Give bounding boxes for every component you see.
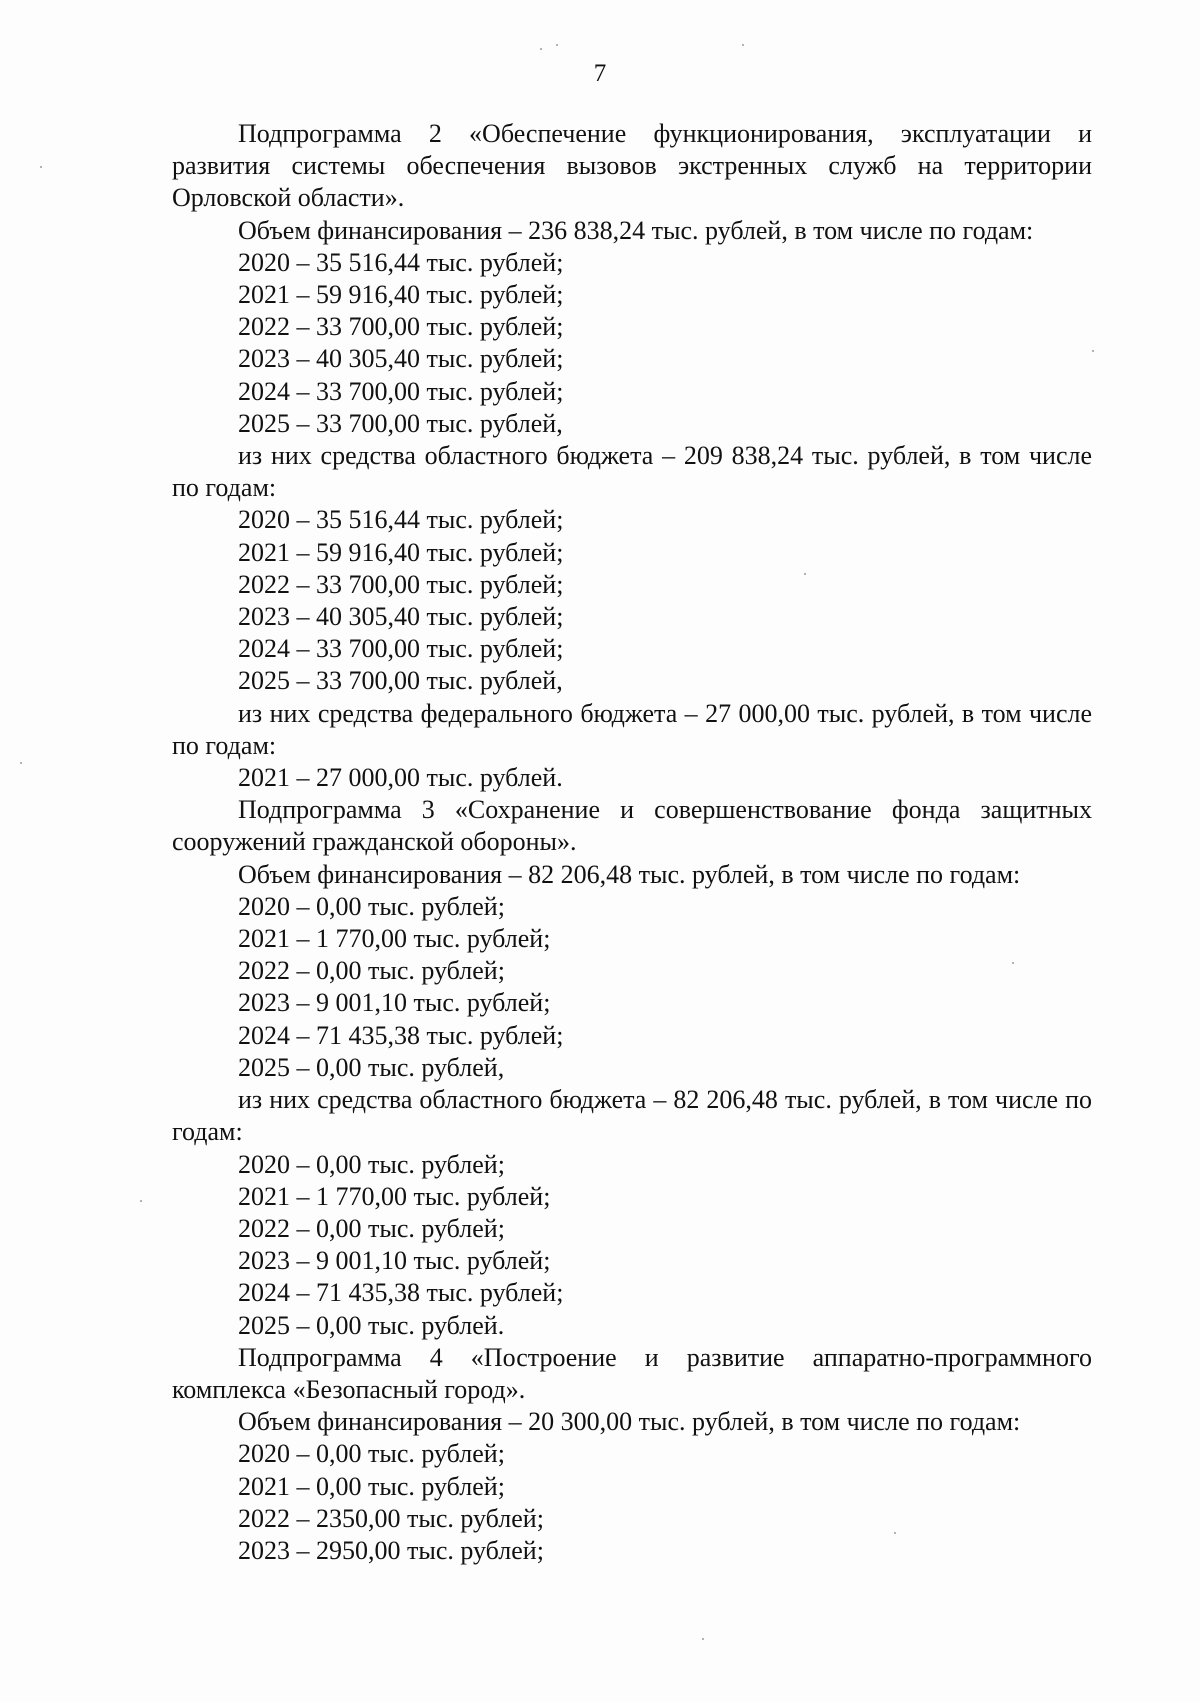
year-line: 2024 – 71 435,38 тыс. рублей; (238, 1278, 564, 1308)
subprogram-2-title: Подпрограмма 2 «Обеспечение функционирования, эксплуатации и развития системы обеспечения вызовов экстренных служб на территории Орловской области». (172, 119, 1092, 213)
subprogram-4-title: Подпрограмма 4 «Построение и развитие аппаратно-программного комплекса «Безопасный город». (172, 1342, 1092, 1404)
funding-total-line: Объем финансирования – 82 206,48 тыс. рублей, в том числе по годам: (238, 859, 1021, 889)
year-line: 2024 – 33 700,00 тыс. рублей; (238, 376, 564, 406)
federal-budget-paragraph: из них средства федерального бюджета – 27 000,00 тыс. рублей, в том числе по годам: (172, 698, 1092, 760)
year-line: 2025 – 33 700,00 тыс. рублей, (238, 666, 563, 696)
year-line: 2023 – 40 305,40 тыс. рублей; (238, 344, 564, 374)
year-line: 2021 – 27 000,00 тыс. рублей. (238, 763, 563, 793)
funding-total-line: Объем финансирования – 20 300,00 тыс. рублей, в том числе по годам: (238, 1407, 1021, 1437)
year-line: 2021 – 1 770,00 тыс. рублей; (238, 1181, 551, 1211)
regional-budget-paragraph: из них средства областного бюджета – 209 838,24 тыс. рублей, в том числе по годам: (172, 441, 1092, 503)
scan-speck (894, 1532, 896, 1534)
subprogram-3-title: Подпрограмма 3 «Сохранение и совершенствование фонда защитных сооружений гражданской обороны». (172, 795, 1092, 857)
year-line: 2025 – 0,00 тыс. рублей, (238, 1052, 505, 1082)
year-line: 2020 – 35 516,44 тыс. рублей; (238, 247, 564, 277)
year-line: 2024 – 33 700,00 тыс. рублей; (238, 634, 564, 664)
year-line: 2020 – 0,00 тыс. рублей; (238, 1439, 505, 1469)
scan-speck (556, 44, 558, 46)
year-line: 2021 – 0,00 тыс. рублей; (238, 1471, 505, 1501)
year-line: 2022 – 33 700,00 тыс. рублей; (238, 312, 564, 342)
scan-speck (540, 48, 542, 50)
funding-total-line: Объем финансирования – 236 838,24 тыс. рублей, в том числе по годам: (238, 215, 1034, 245)
year-line: 2020 – 35 516,44 тыс. рублей; (238, 505, 564, 535)
year-line: 2021 – 1 770,00 тыс. рублей; (238, 924, 551, 954)
year-line: 2022 – 33 700,00 тыс. рублей; (238, 569, 564, 599)
year-line: 2023 – 9 001,10 тыс. рублей; (238, 988, 551, 1018)
year-line: 2020 – 0,00 тыс. рублей; (238, 1149, 505, 1179)
page-number: 7 (593, 60, 607, 87)
year-line: 2022 – 0,00 тыс. рублей; (238, 956, 505, 986)
scan-speck (1012, 962, 1014, 964)
year-line: 2023 – 2950,00 тыс. рублей; (238, 1535, 544, 1565)
scan-speck (804, 573, 806, 575)
year-line: 2022 – 2350,00 тыс. рублей; (238, 1503, 544, 1533)
scan-speck (140, 1200, 142, 1202)
year-line: 2021 – 59 916,40 тыс. рублей; (238, 537, 564, 567)
scan-speck (742, 44, 744, 46)
year-line: 2025 – 0,00 тыс. рублей. (238, 1310, 505, 1340)
year-line: 2023 – 40 305,40 тыс. рублей; (238, 602, 564, 632)
year-line: 2020 – 0,00 тыс. рублей; (238, 891, 505, 921)
year-line: 2024 – 71 435,38 тыс. рублей; (238, 1020, 564, 1050)
scan-speck (20, 762, 22, 764)
scan-speck (702, 1638, 704, 1640)
regional-budget-paragraph: из них средства областного бюджета – 82 206,48 тыс. рублей, в том числе по годам: (172, 1085, 1092, 1147)
year-line: 2022 – 0,00 тыс. рублей; (238, 1213, 505, 1243)
document-body (172, 118, 1092, 1567)
year-line: 2023 – 9 001,10 тыс. рублей; (238, 1246, 551, 1276)
scan-speck (1092, 350, 1094, 352)
year-line: 2021 – 59 916,40 тыс. рублей; (238, 280, 564, 310)
year-line: 2025 – 33 700,00 тыс. рублей, (238, 408, 563, 438)
scan-speck (40, 166, 42, 168)
